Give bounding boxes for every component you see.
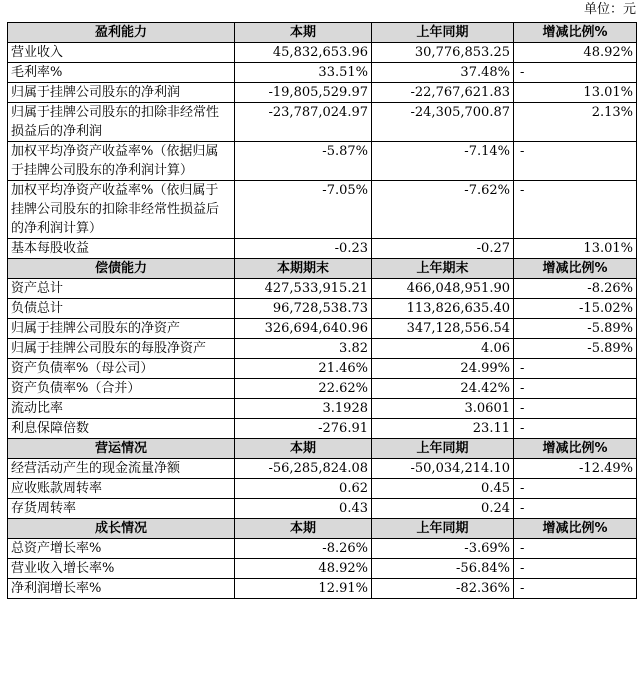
table-row	[8, 399, 637, 419]
section-title: 营运情况	[8, 439, 235, 459]
table-row	[8, 499, 637, 519]
metric-label: 加权平均净资产收益率%（依归属于挂牌公司股东的扣除非经常性损益后的净利润计算）	[8, 181, 235, 239]
current-value: -7.05%	[235, 181, 372, 239]
column-header: 上年期末	[372, 259, 514, 279]
table-row	[8, 359, 637, 379]
table-row	[8, 43, 637, 63]
metric-label: 存货周转率	[8, 499, 235, 519]
table-row	[8, 419, 637, 439]
column-header: 本期	[235, 23, 372, 43]
metric-label: 归属于挂牌公司股东的净利润	[8, 83, 235, 103]
metric-label: 营业收入增长率%	[8, 559, 235, 579]
section-header-row	[8, 439, 637, 459]
previous-value: -7.14%	[372, 142, 514, 181]
change-percent: -12.49%	[514, 459, 637, 479]
section-title: 盈利能力	[8, 23, 235, 43]
table-row	[8, 479, 637, 499]
previous-value: -82.36%	[372, 579, 514, 599]
metric-label: 利息保障倍数	[8, 419, 235, 439]
metric-label: 经营活动产生的现金流量净额	[8, 459, 235, 479]
table-row	[8, 142, 637, 181]
metric-label: 资产负债率%（母公司）	[8, 359, 235, 379]
table-row	[8, 299, 637, 319]
previous-value: 113,826,635.40	[372, 299, 514, 319]
metric-label: 总资产增长率%	[8, 539, 235, 559]
table-row	[8, 379, 637, 399]
previous-value: -56.84%	[372, 559, 514, 579]
column-header: 上年同期	[372, 439, 514, 459]
current-value: -19,805,529.97	[235, 83, 372, 103]
metric-label: 毛利率%	[8, 63, 235, 83]
metric-label: 归属于挂牌公司股东的扣除非经常性损益后的净利润	[8, 103, 235, 142]
metric-label: 净利润增长率%	[8, 579, 235, 599]
metric-label: 负债总计	[8, 299, 235, 319]
table-row	[8, 239, 637, 259]
current-value: -56,285,824.08	[235, 459, 372, 479]
change-percent: -15.02%	[514, 299, 637, 319]
change-percent: -	[514, 142, 637, 181]
metric-label: 资产总计	[8, 279, 235, 299]
table-row	[8, 181, 637, 239]
section-title: 成长情况	[8, 519, 235, 539]
current-value: 12.91%	[235, 579, 372, 599]
current-value: -0.23	[235, 239, 372, 259]
current-value: -23,787,024.97	[235, 103, 372, 142]
current-value: 21.46%	[235, 359, 372, 379]
table-row	[8, 339, 637, 359]
section-header-row	[8, 259, 637, 279]
change-percent: -	[514, 539, 637, 559]
change-percent: 2.13%	[514, 103, 637, 142]
previous-value: -3.69%	[372, 539, 514, 559]
current-value: 0.62	[235, 479, 372, 499]
change-percent: -5.89%	[514, 339, 637, 359]
previous-value: 3.0601	[372, 399, 514, 419]
previous-value: 23.11	[372, 419, 514, 439]
column-header: 上年同期	[372, 519, 514, 539]
change-percent: -	[514, 479, 637, 499]
change-percent: 13.01%	[514, 83, 637, 103]
change-percent: -	[514, 419, 637, 439]
column-header: 增减比例%	[514, 519, 637, 539]
metric-label: 归属于挂牌公司股东的每股净资产	[8, 339, 235, 359]
previous-value: 0.24	[372, 499, 514, 519]
section-header-row	[8, 519, 637, 539]
change-percent: -5.89%	[514, 319, 637, 339]
previous-value: 24.99%	[372, 359, 514, 379]
column-header: 本期期末	[235, 259, 372, 279]
previous-value: -24,305,700.87	[372, 103, 514, 142]
current-value: 3.1928	[235, 399, 372, 419]
metric-label: 资产负债率%（合并）	[8, 379, 235, 399]
current-value: 22.62%	[235, 379, 372, 399]
current-value: 326,694,640.96	[235, 319, 372, 339]
change-percent: -	[514, 63, 637, 83]
column-header: 本期	[235, 519, 372, 539]
table-row	[8, 279, 637, 299]
change-percent: 48.92%	[514, 43, 637, 63]
metric-label: 流动比率	[8, 399, 235, 419]
table-row	[8, 63, 637, 83]
change-percent: -	[514, 399, 637, 419]
current-value: 45,832,653.96	[235, 43, 372, 63]
table-row	[8, 319, 637, 339]
previous-value: 4.06	[372, 339, 514, 359]
column-header: 上年同期	[372, 23, 514, 43]
change-percent: -	[514, 181, 637, 239]
metric-label: 归属于挂牌公司股东的净资产	[8, 319, 235, 339]
unit-label: 单位：元	[583, 2, 636, 17]
change-percent: 13.01%	[514, 239, 637, 259]
previous-value: 24.42%	[372, 379, 514, 399]
section-header-row	[8, 23, 637, 43]
previous-value: 466,048,951.90	[372, 279, 514, 299]
metric-label: 加权平均净资产收益率%（依据归属于挂牌公司股东的净利润计算）	[8, 142, 235, 181]
current-value: 96,728,538.73	[235, 299, 372, 319]
change-percent: -	[514, 559, 637, 579]
column-header: 本期	[235, 439, 372, 459]
table-row	[8, 83, 637, 103]
table-row	[8, 559, 637, 579]
section-title: 偿债能力	[8, 259, 235, 279]
current-value: -5.87%	[235, 142, 372, 181]
column-header: 增减比例%	[514, 439, 637, 459]
current-value: 33.51%	[235, 63, 372, 83]
current-value: 48.92%	[235, 559, 372, 579]
table-row	[8, 579, 637, 599]
column-header: 增减比例%	[514, 23, 637, 43]
current-value: -276.91	[235, 419, 372, 439]
previous-value: 347,128,556.54	[372, 319, 514, 339]
previous-value: -22,767,621.83	[372, 83, 514, 103]
metric-label: 应收账款周转率	[8, 479, 235, 499]
change-percent: -	[514, 499, 637, 519]
table-row	[8, 103, 637, 142]
table-row	[8, 539, 637, 559]
current-value: -8.26%	[235, 539, 372, 559]
metric-label: 基本每股收益	[8, 239, 235, 259]
change-percent: -	[514, 359, 637, 379]
change-percent: -	[514, 379, 637, 399]
metric-label: 营业收入	[8, 43, 235, 63]
previous-value: -7.62%	[372, 181, 514, 239]
previous-value: 30,776,853.25	[372, 43, 514, 63]
previous-value: 0.45	[372, 479, 514, 499]
financial-indicators-table	[7, 22, 637, 599]
previous-value: -0.27	[372, 239, 514, 259]
previous-value: -50,034,214.10	[372, 459, 514, 479]
current-value: 3.82	[235, 339, 372, 359]
change-percent: -	[514, 579, 637, 599]
table-row	[8, 459, 637, 479]
column-header: 增减比例%	[514, 259, 637, 279]
current-value: 0.43	[235, 499, 372, 519]
previous-value: 37.48%	[372, 63, 514, 83]
change-percent: -8.26%	[514, 279, 637, 299]
current-value: 427,533,915.21	[235, 279, 372, 299]
